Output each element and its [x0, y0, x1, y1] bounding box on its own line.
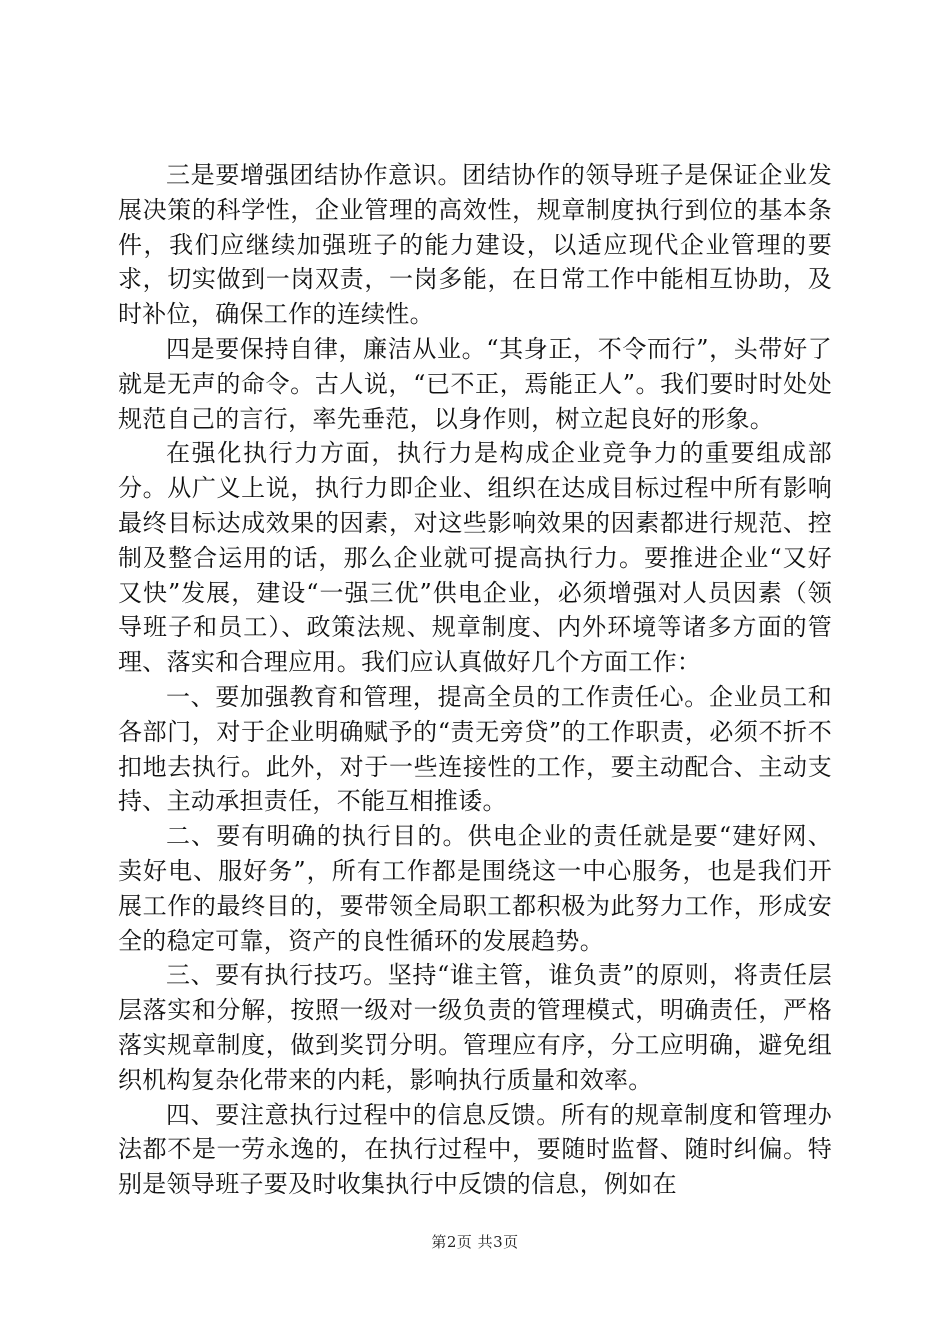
paragraph-unity-cooperation: 三是要增强团结协作意识。团结协作的领导班子是保证企业发展决策的科学性，企业管理的高效性，规章制度执行到位的基本条件，我们应继续加强班子的能力建设，以适应现代企业管理的要求，切实做到一岗双责，一岗多能，在日常工作中能相互协助，及时补位，确保工作的连续性。: [118, 161, 832, 329]
paragraph-execution-skills: 三、要有执行技巧。坚持“谁主管，谁负责”的原则，将责任层层落实和分解，按照一级对一级负责的管理模式，明确责任，严格落实规章制度，做到奖罚分明。管理应有序，分工应明确，避免组织机构复杂化带来的内耗，影响执行质量和效率。: [118, 961, 832, 1094]
page-number-footer: 第2页 共3页: [431, 1233, 519, 1251]
paragraph-information-feedback: 四、要注意执行过程中的信息反馈。所有的规章制度和管理办法都不是一劳永逸的，在执行过程中，要随时监督、随时纠偏。特别是领导班子要及时收集执行中反馈的信息，例如在: [118, 1100, 832, 1199]
paragraph-execution-overview: 在强化执行力方面，执行力是构成企业竞争力的重要组成部分。从广义上说，执行力即企业、组织在达成目标过程中所有影响最终目标达成效果的因素，对这些影响效果的因素都进行规范、控制及整合运用的话，那么企业就可提高执行力。要推进企业“又好又快”发展，建设“一强三优”供电企业，必须增强对人员因素（领导班子和员工）、政策法规、规章制度、内外环境等诸多方面的管理、落实和合理应用。我们应认真做好几个方面工作：: [118, 439, 832, 677]
paragraph-execution-purpose: 二、要有明确的执行目的。供电企业的责任就是要“建好网、卖好电、服好务”，所有工作都是围绕这一中心服务，也是我们开展工作的最终目的，要带领全局职工都积极为此努力工作，形成安全的稳定可靠，资产的良性循环的发展趋势。: [118, 822, 832, 955]
paragraph-self-discipline: 四是要保持自律，廉洁从业。“其身正，不令而行”，头带好了就是无声的命令。古人说，“已不正，焉能正人”。我们要时时处处规范自己的言行，率先垂范，以身作则，树立起良好的形象。: [118, 334, 832, 433]
paragraph-education-management: 一、要加强教育和管理，提高全员的工作责任心。企业员工和各部门，对于企业明确赋予的“责无旁贷”的工作职责，必须不折不扣地去执行。此外，对于一些连接性的工作，要主动配合、主动支持、主动承担责任，不能互相推诿。: [118, 682, 832, 816]
document-body: [118, 158, 832, 1202]
